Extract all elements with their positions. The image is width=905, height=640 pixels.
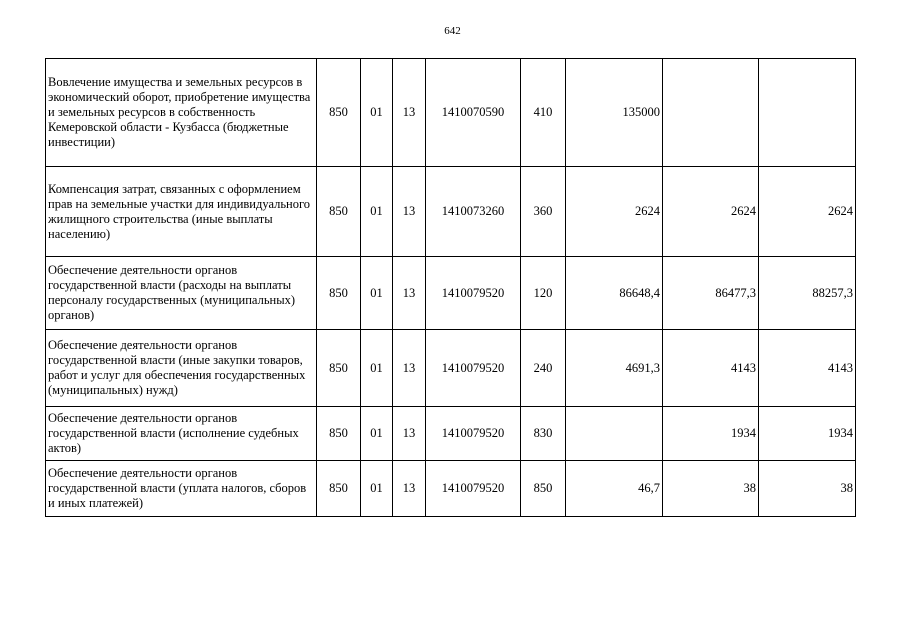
expense-type-code: 850 — [521, 461, 566, 517]
section-code: 01 — [361, 330, 393, 407]
expense-type-code: 410 — [521, 59, 566, 167]
table-row — [46, 167, 856, 257]
sum-year-3: 2624 — [759, 167, 856, 257]
table-row — [46, 257, 856, 330]
sum-year-2: 38 — [663, 461, 759, 517]
sum-year-3: 4143 — [759, 330, 856, 407]
target-article-code: 1410079520 — [426, 330, 521, 407]
table-row — [46, 407, 856, 461]
sum-year-2 — [663, 59, 759, 167]
sum-year-1: 2624 — [566, 167, 663, 257]
table-row — [46, 461, 856, 517]
ministry-code: 850 — [317, 461, 361, 517]
expense-type-code: 120 — [521, 257, 566, 330]
sum-year-2: 2624 — [663, 167, 759, 257]
budget-table — [45, 58, 856, 517]
page-number: 642 — [444, 25, 461, 37]
expense-name: Вовлечение имущества и земельных ресурсов в экономический оборот, приобретение имущества и земельных ресурсов в собственность Кемеровской области - Кузбасса (бюджетные инвестиции) — [46, 59, 317, 167]
expense-type-code: 830 — [521, 407, 566, 461]
sum-year-3 — [759, 59, 856, 167]
target-article-code: 1410079520 — [426, 461, 521, 517]
subsection-code: 13 — [393, 407, 426, 461]
ministry-code: 850 — [317, 257, 361, 330]
sum-year-1 — [566, 407, 663, 461]
sum-year-1: 135000 — [566, 59, 663, 167]
sum-year-3: 38 — [759, 461, 856, 517]
section-code: 01 — [361, 407, 393, 461]
expense-type-code: 240 — [521, 330, 566, 407]
sum-year-2: 4143 — [663, 330, 759, 407]
section-code: 01 — [361, 257, 393, 330]
section-code: 01 — [361, 461, 393, 517]
sum-year-2: 1934 — [663, 407, 759, 461]
sum-year-1: 46,7 — [566, 461, 663, 517]
subsection-code: 13 — [393, 167, 426, 257]
section-code: 01 — [361, 59, 393, 167]
target-article-code: 1410070590 — [426, 59, 521, 167]
sum-year-3: 88257,3 — [759, 257, 856, 330]
expense-name: Обеспечение деятельности органов государственной власти (расходы на выплаты персоналу государственных (муниципальных) органов) — [46, 257, 317, 330]
expense-name: Обеспечение деятельности органов государственной власти (уплата налогов, сборов и иных платежей) — [46, 461, 317, 517]
table-row — [46, 330, 856, 407]
subsection-code: 13 — [393, 330, 426, 407]
target-article-code: 1410073260 — [426, 167, 521, 257]
ministry-code: 850 — [317, 59, 361, 167]
sum-year-2: 86477,3 — [663, 257, 759, 330]
table-row — [46, 59, 856, 167]
ministry-code: 850 — [317, 407, 361, 461]
expense-name: Компенсация затрат, связанных с оформлением прав на земельные участки для индивидуального жилищного строительства (иные выплаты населению) — [46, 167, 317, 257]
expense-name: Обеспечение деятельности органов государственной власти (иные закупки товаров, работ и услуг для обеспечения государственных (муниципальных) нужд) — [46, 330, 317, 407]
target-article-code: 1410079520 — [426, 407, 521, 461]
sum-year-1: 86648,4 — [566, 257, 663, 330]
sum-year-3: 1934 — [759, 407, 856, 461]
subsection-code: 13 — [393, 257, 426, 330]
ministry-code: 850 — [317, 330, 361, 407]
ministry-code: 850 — [317, 167, 361, 257]
expense-name: Обеспечение деятельности органов государственной власти (исполнение судебных актов) — [46, 407, 317, 461]
sum-year-1: 4691,3 — [566, 330, 663, 407]
expense-type-code: 360 — [521, 167, 566, 257]
target-article-code: 1410079520 — [426, 257, 521, 330]
section-code: 01 — [361, 167, 393, 257]
subsection-code: 13 — [393, 461, 426, 517]
subsection-code: 13 — [393, 59, 426, 167]
